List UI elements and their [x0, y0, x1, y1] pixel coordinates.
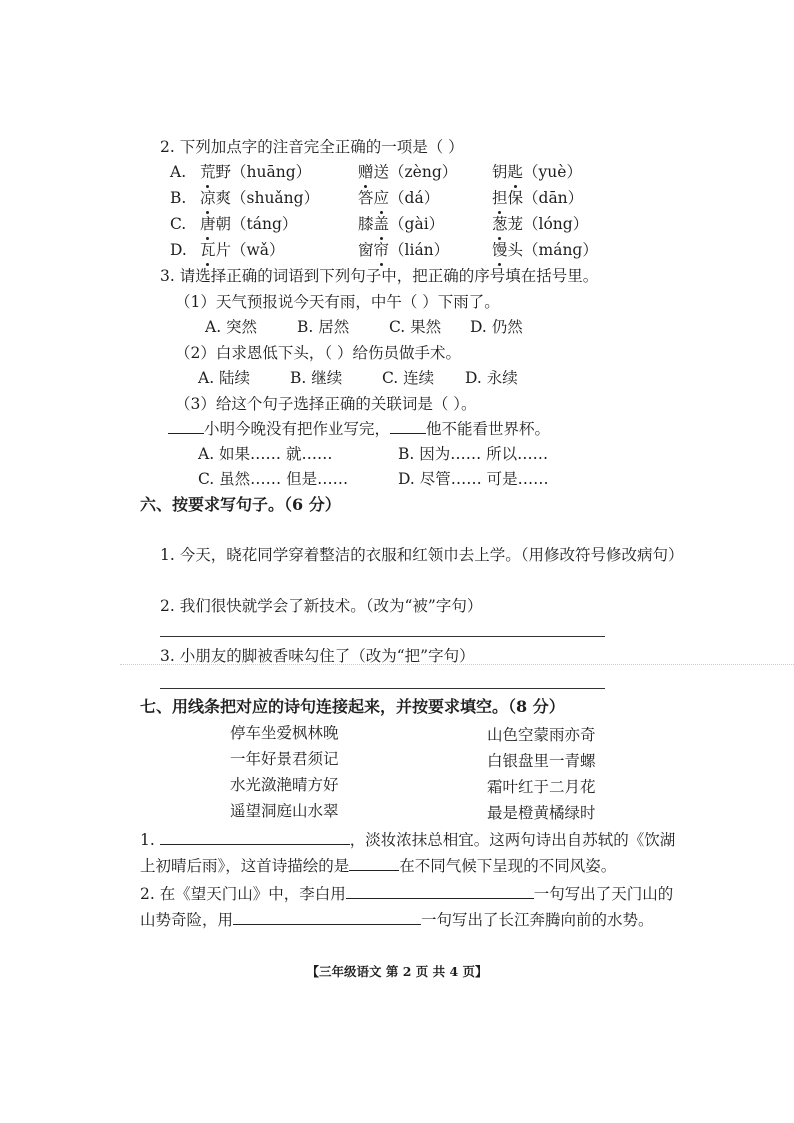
pinyin: 朝（táng）: [215, 215, 298, 233]
option-c-word: [492, 162, 582, 182]
section-6-title: 六、按要求写句子。（6 分）: [140, 495, 341, 514]
option-c-word: [492, 214, 588, 234]
pinyin: （yuè）: [523, 163, 582, 181]
pinyin: （gài）: [389, 215, 445, 233]
sentence-part: 小明今晚没有把作业写完，: [204, 420, 391, 438]
q3-s3-option-a: A. 如果…… 就……: [198, 445, 333, 463]
option-b-word: [358, 240, 449, 260]
option-label: B.: [170, 189, 187, 207]
q3-sentence-3: （3）给这个句子选择正确的关联词是（ ）。: [175, 395, 477, 413]
q3-s1-option-a: A. 突然: [205, 318, 258, 336]
option-label: A.: [170, 163, 187, 181]
dotted-char: 瓦: [200, 241, 216, 259]
poem-left-line: 遥望洞庭山水翠: [230, 802, 339, 820]
q3-s3-option-b: B. 因为…… 所以……: [398, 445, 549, 463]
item-number: 1.: [140, 831, 155, 849]
fill-blank[interactable]: [349, 856, 399, 871]
sec6-question-3: 3. 小朋友的脚被香味勾住了（改为“把”字句）: [160, 647, 475, 665]
q3-s1-option-b: B. 居然: [297, 318, 350, 336]
option-a-word: [200, 162, 311, 182]
pinyin: 茏（lóng）: [507, 215, 589, 233]
q3-s3-fill-sentence: [168, 419, 550, 439]
sentence-part: 在《望天门山》中，李白用: [159, 885, 346, 903]
sec6-question-2: 2. 我们很快就学会了新技术。（改为“被”字句）: [160, 597, 483, 615]
sentence-part: 他不能看世界杯。: [426, 420, 551, 438]
dotted-char: 凉: [200, 189, 216, 207]
fill-blank[interactable]: [168, 419, 204, 434]
poem-right-line: 山色空蒙雨亦奇: [487, 726, 596, 744]
q3-s3-option-c: C. 虽然…… 但是……: [198, 470, 349, 488]
sentence-part: 一句写出了长江奔腾向前的水势。: [421, 911, 654, 929]
pinyin: 爽（shuǎng）: [215, 189, 320, 207]
sentence-part: 山势奇险，用: [140, 911, 234, 929]
char: 膝: [358, 215, 374, 233]
answer-line[interactable]: [160, 636, 605, 637]
q3-s2-option-d: D. 永续: [465, 369, 518, 387]
dotted-char: 匙: [507, 163, 524, 181]
answer-line[interactable]: [160, 688, 605, 689]
sec7-fill-1b: [140, 856, 616, 876]
poem-left-line: 停车坐爱枫林晚: [230, 724, 339, 742]
section-7-title: 七、用线条把对应的诗句连接起来，并按要求填空。（8 分）: [140, 697, 565, 716]
dotted-char: 应: [373, 189, 390, 207]
char: 钥: [492, 163, 508, 181]
page-footer: 【三年级语文 第 2 页 共 4 页】: [306, 964, 488, 979]
pinyin: 野（huāng）: [215, 163, 312, 181]
dotted-char: 盖: [373, 215, 390, 233]
dotted-char: 担: [492, 189, 508, 207]
option-b-word: [358, 214, 444, 234]
poem-left-line: 一年好景君须记: [230, 750, 339, 768]
pinyin: （dá）: [389, 189, 440, 207]
char: 答: [358, 189, 374, 207]
option-a-word: [200, 188, 319, 208]
q3-s2-option-c: C. 连续: [382, 369, 435, 387]
q3-s1-option-d: D. 仍然: [470, 318, 523, 336]
pinyin: （lián）: [389, 241, 450, 259]
q3-s3-option-d: D. 尽管…… 可是……: [398, 470, 549, 488]
option-label: C.: [170, 215, 187, 233]
option-label: D.: [170, 241, 187, 259]
option-c-word: [492, 188, 583, 208]
poem-right-line: 白银盘里一青螺: [487, 752, 596, 770]
sentence-part: ，淡妆浓抹总相宜。这两句诗出自苏轼的《饮湖: [349, 831, 676, 849]
q3-stem: 3. 请选择正确的词语到下列句子中，把正确的序号填在括号里。: [160, 267, 599, 285]
fill-blank[interactable]: [160, 830, 350, 845]
fill-blank[interactable]: [390, 419, 426, 434]
dotted-char: 赠: [358, 163, 374, 181]
q3-s1-option-c: C. 果然: [389, 318, 442, 336]
q3-sentence-2: （2）白求恩低下头，（ ）给伤员做手术。: [175, 344, 462, 362]
dotted-char: 帘: [373, 241, 390, 259]
poem-right-line: 霜叶红于二月花: [487, 778, 596, 796]
poem-left-line: 水光潋滟晴方好: [230, 776, 339, 794]
fill-blank[interactable]: [233, 910, 421, 925]
sec7-fill-2a: [140, 884, 673, 904]
pinyin: 保（dān）: [507, 189, 584, 207]
sec7-fill-1a: [140, 830, 675, 850]
option-a-word: [200, 214, 297, 234]
q2-stem: 2. 下列加点字的注音完全正确的一项是（ ）: [160, 138, 464, 156]
option-c-word: [492, 240, 598, 260]
sentence-part: 上初晴后雨》，这首诗描绘的是: [140, 857, 350, 875]
q3-sentence-1: （1）天气预报说今天有雨，中午（ ）下雨了。: [175, 293, 500, 311]
option-a-word: [200, 240, 285, 260]
option-b-word: [358, 162, 457, 182]
poem-right-line: 最是橙黄橘绿时: [487, 804, 596, 822]
q3-s2-option-a: A. 陆续: [198, 369, 251, 387]
sec7-fill-2b: [140, 910, 654, 930]
pinyin: 头（mánɡ）: [507, 241, 598, 259]
sentence-part: 在不同气候下呈现的不同风姿。: [399, 857, 617, 875]
char: 窗: [358, 241, 374, 259]
pinyin: 送（zèng）: [373, 163, 458, 181]
q3-s2-option-b: B. 继续: [290, 369, 343, 387]
sentence-part: 一句写出了天门山的: [533, 885, 674, 903]
dotted-char: 馒: [492, 241, 508, 259]
dotted-char: 荒: [200, 163, 216, 181]
item-number: 2.: [140, 885, 155, 903]
dotted-char: 唐: [200, 215, 216, 233]
dotted-char: 葱: [492, 215, 508, 233]
pinyin: 片（wǎ）: [215, 241, 285, 259]
fill-blank[interactable]: [346, 884, 534, 899]
sec6-question-1: 1. 今天，晓花同学穿着整洁的衣服和红领巾去上学。（用修改符号修改病句）: [160, 546, 684, 564]
option-b-word: [358, 188, 439, 208]
